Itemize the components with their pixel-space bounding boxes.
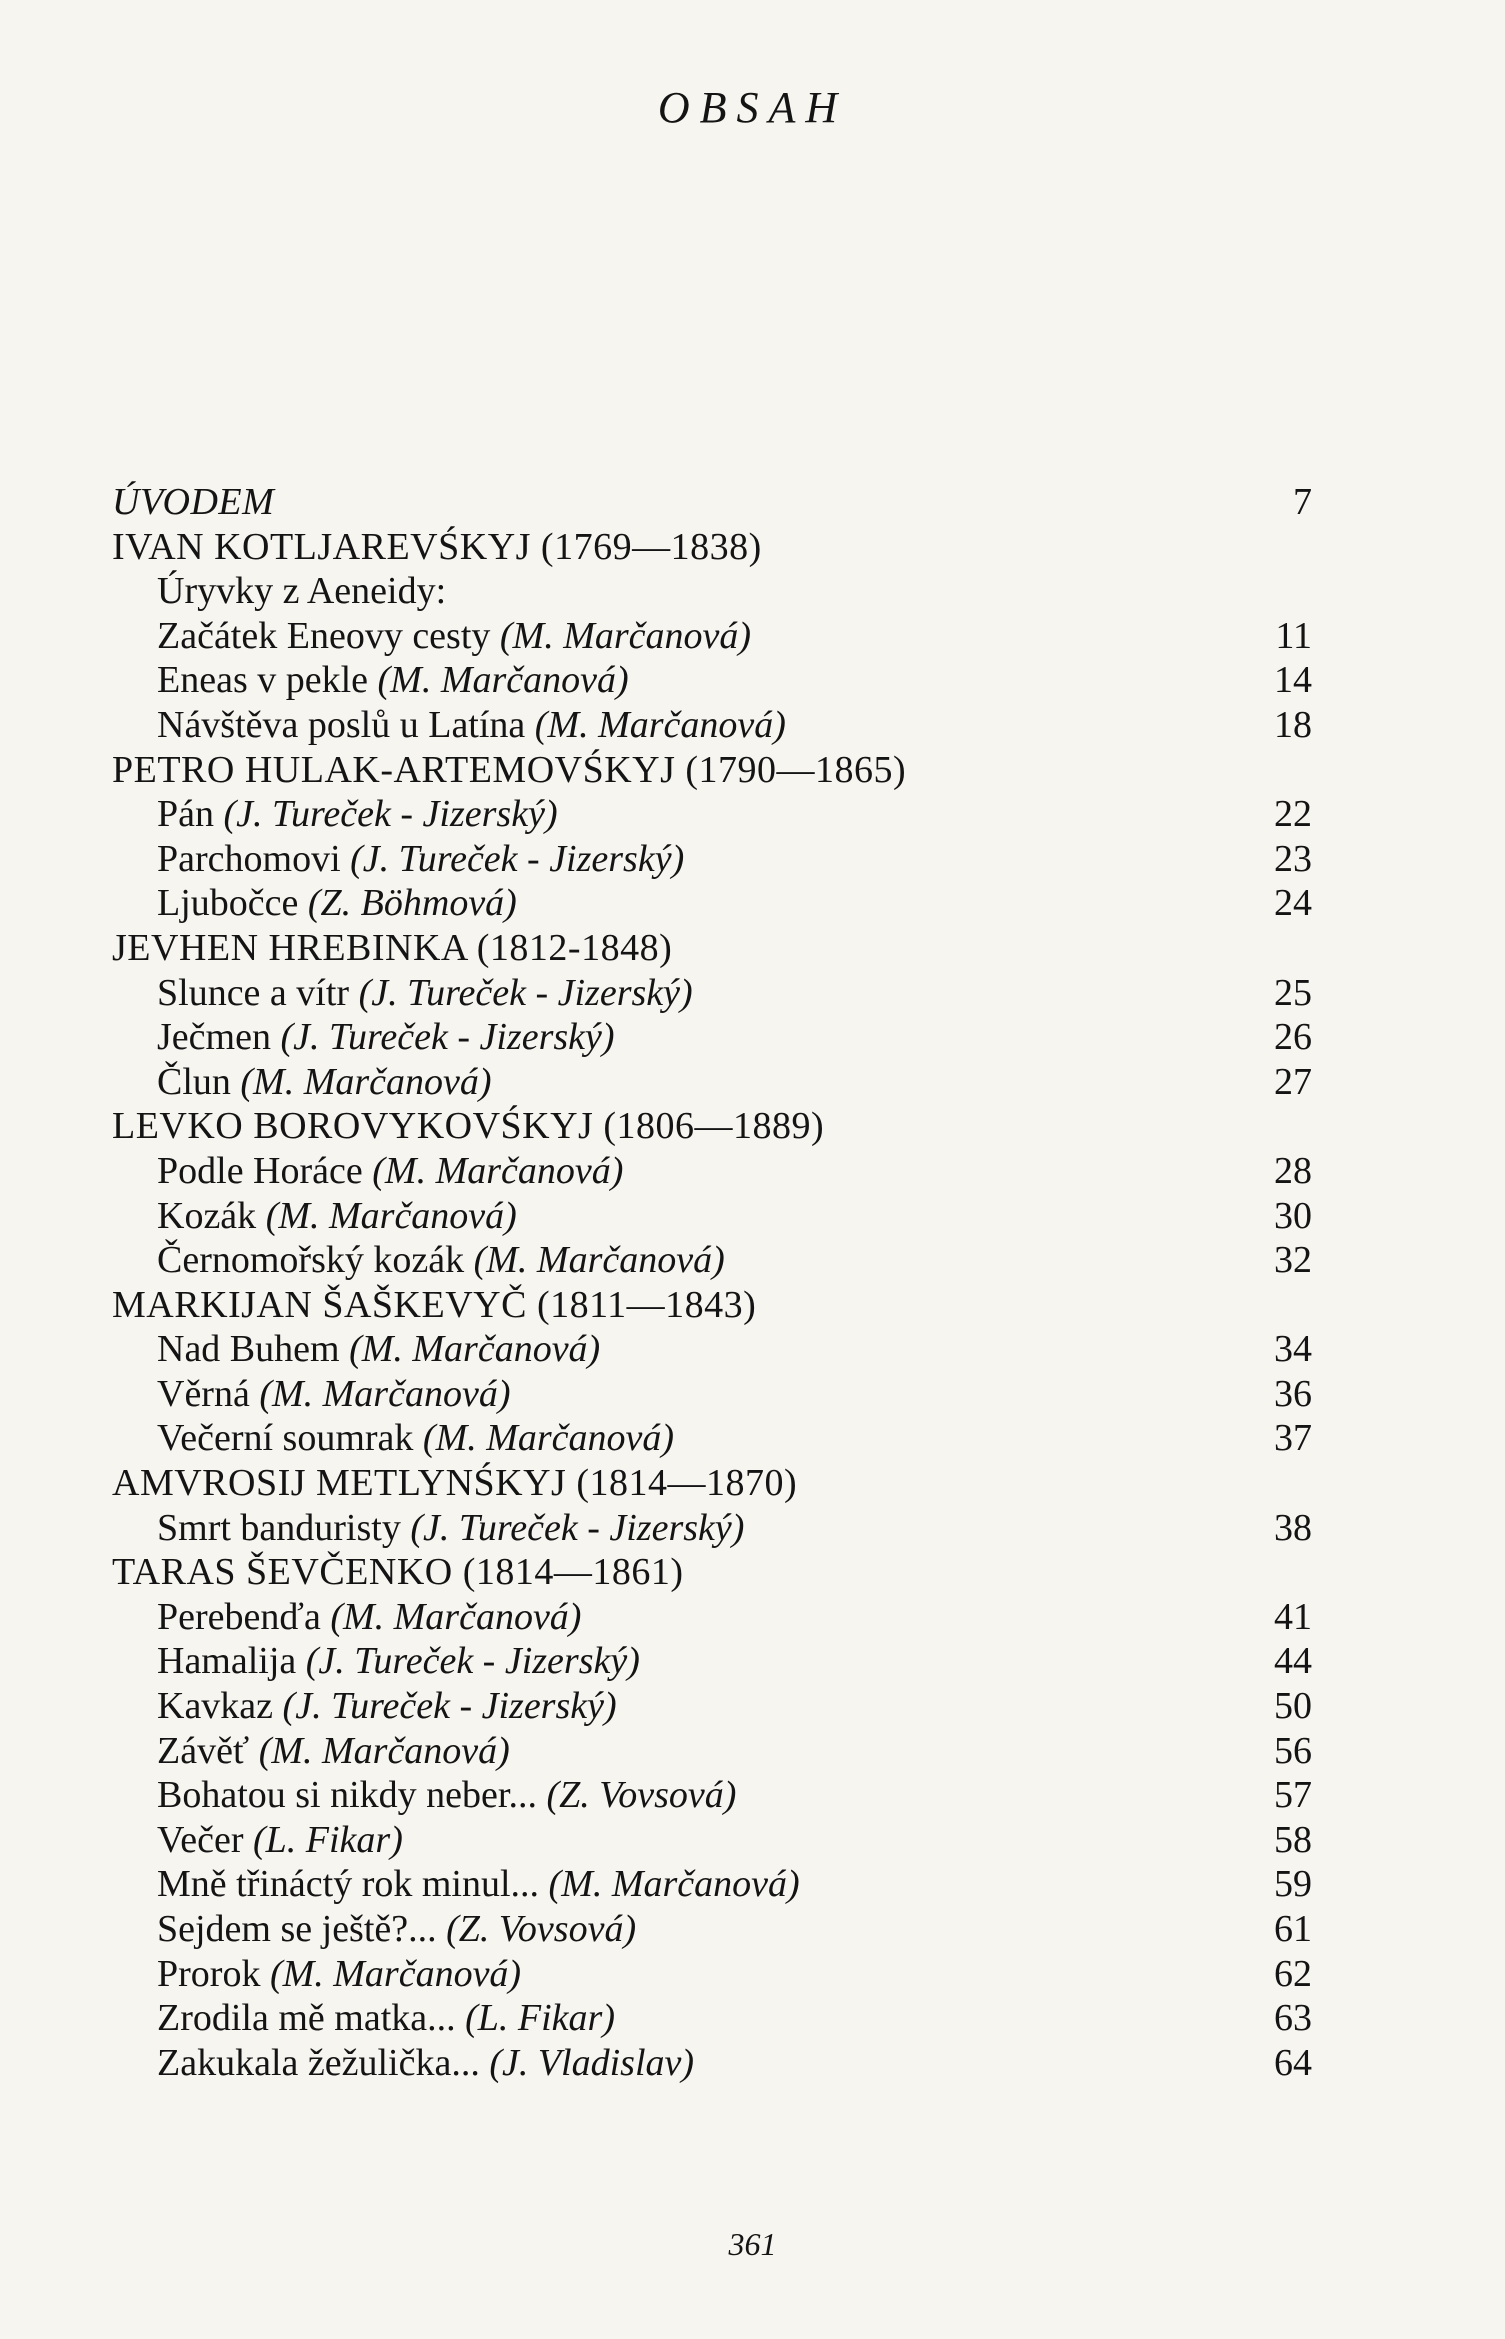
- toc-entry: [112, 1194, 1312, 1239]
- entry-title: Člun: [157, 1060, 231, 1103]
- entry-translator: (Z. Böhmová): [307, 882, 517, 925]
- toc-entry: [112, 1238, 1312, 1283]
- toc-entry: [112, 881, 1312, 926]
- entry-page-number: 28: [1274, 1149, 1312, 1192]
- entry-translator: (M. Marčanová): [548, 1863, 800, 1906]
- entry-translator: (M. Marčanová): [330, 1595, 582, 1638]
- author-heading-text: ÚVODEM: [112, 481, 275, 523]
- toc-entry: [112, 971, 1312, 1016]
- entry-translator: (M. Marčanová): [422, 1417, 675, 1460]
- toc-entry: [112, 1060, 1312, 1105]
- entry-translator: (J. Tureček - Jizerský): [282, 1685, 617, 1728]
- entry-page-number: 26: [1274, 1016, 1312, 1059]
- entry-page-number: 38: [1274, 1506, 1312, 1549]
- toc-entry: [112, 1595, 1312, 1640]
- toc-author-heading: [112, 480, 1312, 525]
- author-heading-text: IVAN KOTLJAREVŚKYJ (1769—1838): [112, 525, 762, 568]
- entry-translator: (M. Marčanová): [240, 1060, 492, 1103]
- entry-page-number: 41: [1274, 1595, 1312, 1638]
- entry-page-number: 62: [1274, 1952, 1312, 1995]
- toc-entry: [112, 1639, 1312, 1684]
- entry-title: Návštěva poslů u Latína: [157, 703, 526, 746]
- entry-translator: (M. Marčanová): [372, 1149, 624, 1192]
- author-heading-text: PETRO HULAK-ARTEMOVŚKYJ (1790—1865): [112, 748, 907, 791]
- entry-title: Sejdem se ještě?...: [157, 1908, 437, 1950]
- entry-page-number: 22: [1274, 793, 1312, 836]
- entry-title: Večer: [157, 1818, 244, 1861]
- entry-translator: (M. Marčanová): [265, 1194, 517, 1237]
- entry-title: Pán: [157, 793, 214, 836]
- toc-entry: [112, 837, 1312, 882]
- entry-page-number: 44: [1274, 1640, 1312, 1683]
- entry-translator: (M. Marčanová): [534, 703, 786, 746]
- entry-title: Mně třináctý rok minul...: [157, 1863, 540, 1906]
- toc-entry: [112, 1149, 1312, 1194]
- author-heading-text: AMVROSIJ METLYNŚKYJ (1814—1870): [112, 1462, 798, 1505]
- toc-author-heading: [112, 926, 1312, 971]
- entry-title: Závěť: [157, 1729, 250, 1772]
- entry-page-number: 7: [1293, 481, 1312, 523]
- entry-translator: (L. Fikar): [252, 1818, 403, 1861]
- entry-title: Kozák: [157, 1194, 257, 1237]
- entry-translator: (M. Marčanová): [377, 659, 629, 702]
- page-number-footer: 361: [728, 2226, 777, 2262]
- entry-page-number: 36: [1274, 1372, 1312, 1415]
- toc-entry: [112, 703, 1312, 748]
- entry-title: Věrná: [157, 1372, 250, 1415]
- entry-page-number: 63: [1274, 1997, 1312, 2040]
- toc-entry: [112, 1818, 1312, 1863]
- entry-page-number: 58: [1274, 1818, 1312, 1861]
- toc-entry: [112, 658, 1312, 703]
- toc-author-heading: [112, 525, 1312, 570]
- entry-page-number: 25: [1274, 971, 1312, 1014]
- entry-title: Prorok: [157, 1952, 261, 1995]
- entry-page-number: 30: [1274, 1194, 1312, 1237]
- entry-title: Bohatou si nikdy neber...: [157, 1774, 537, 1817]
- table-of-contents: [112, 480, 1312, 2085]
- toc-entry: [112, 1372, 1312, 1417]
- entry-title: Zrodila mě matka...: [157, 1997, 456, 2040]
- entry-page-number: 14: [1274, 659, 1312, 702]
- toc-entry: [112, 1862, 1312, 1907]
- entry-page-number: 18: [1274, 703, 1312, 746]
- toc-entry: [112, 1907, 1312, 1952]
- toc-entry: [112, 1684, 1312, 1729]
- entry-title: Černomořský kozák: [157, 1239, 465, 1282]
- entry-title: Smrt banduristy: [157, 1506, 401, 1549]
- entry-title: Parchomovi: [157, 837, 341, 880]
- toc-entry: [112, 1416, 1312, 1461]
- entry-title: Hamalija: [157, 1640, 297, 1683]
- entry-translator: (Z. Vovsová): [446, 1908, 637, 1950]
- entry-page-number: 50: [1274, 1685, 1312, 1728]
- entry-title: Kavkaz: [157, 1685, 274, 1728]
- author-heading-text: LEVKO BOROVYKOVŚKYJ (1806—1889): [112, 1105, 825, 1148]
- entry-title: Začátek Eneovy cesty: [157, 614, 491, 657]
- entry-page-number: 57: [1274, 1774, 1312, 1817]
- entry-title: Úryvky z Aeneidy:: [157, 570, 447, 613]
- entry-translator: (M. Marčanová): [269, 1952, 522, 1995]
- author-heading-text: TARAS ŠEVČENKO (1814—1861): [112, 1551, 684, 1594]
- entry-translator: (J. Tureček - Jizerský): [223, 793, 558, 836]
- toc-author-heading: [112, 1461, 1312, 1506]
- toc-entry: [112, 1952, 1312, 1997]
- toc-entry: [112, 614, 1312, 659]
- entry-title: Eneas v pekle: [157, 659, 369, 702]
- entry-title: Nad Buhem: [157, 1328, 340, 1371]
- entry-page-number: 34: [1274, 1328, 1312, 1371]
- entry-translator: (J. Tureček - Jizerský): [350, 837, 685, 880]
- entry-translator: (M. Marčanová): [349, 1328, 601, 1371]
- entry-translator: (J. Tureček - Jizerský): [280, 1016, 615, 1059]
- entry-translator: (M. Marčanová): [259, 1372, 511, 1415]
- toc-entry: [112, 1996, 1312, 2041]
- entry-page-number: 59: [1274, 1863, 1312, 1906]
- toc-author-heading: [112, 748, 1312, 793]
- toc-group-label: [112, 569, 1312, 614]
- entry-page-number: 61: [1274, 1908, 1312, 1950]
- author-heading-text: JEVHEN HREBINKA (1812-1848): [112, 926, 673, 969]
- entry-page-number: 24: [1274, 882, 1312, 925]
- entry-translator: (J. Tureček - Jizerský): [358, 971, 693, 1014]
- entry-title: Perebenďa: [157, 1595, 321, 1638]
- entry-translator: (Z. Vovsová): [546, 1774, 737, 1817]
- entry-page-number: 32: [1274, 1239, 1312, 1282]
- entry-translator: (J. Tureček - Jizerský): [305, 1640, 640, 1683]
- entry-page-number: 27: [1274, 1060, 1312, 1103]
- toc-author-heading: [112, 1550, 1312, 1595]
- entry-translator: (J. Tureček - Jizerský): [410, 1506, 745, 1549]
- entry-page-number: 64: [1274, 2041, 1312, 2084]
- toc-entry: [112, 1729, 1312, 1774]
- toc-entry: [112, 1327, 1312, 1372]
- author-heading-text: MARKIJAN ŠAŠKEVYČ (1811—1843): [112, 1283, 757, 1326]
- entry-title: Podle Horáce: [157, 1149, 363, 1192]
- page-title: OBSAH: [657, 83, 848, 132]
- entry-title: Ječmen: [157, 1016, 271, 1059]
- entry-translator: (L. Fikar): [465, 1997, 615, 2040]
- toc-entry: [112, 792, 1312, 837]
- toc-entry: [112, 1015, 1312, 1060]
- entry-translator: (M. Marčanová): [499, 614, 752, 657]
- entry-title: Zakukala žežulička...: [157, 2041, 480, 2084]
- toc-author-heading: [112, 1283, 1312, 1328]
- entry-page-number: 56: [1274, 1729, 1312, 1772]
- toc-entry: [112, 2041, 1312, 2086]
- entry-page-number: 37: [1274, 1417, 1312, 1460]
- toc-entry: [112, 1773, 1312, 1818]
- entry-page-number: 11: [1275, 614, 1312, 657]
- entry-title: Ljubočce: [157, 882, 299, 925]
- entry-title: Slunce a vítr: [157, 971, 350, 1014]
- entry-page-number: 23: [1274, 837, 1312, 880]
- toc-entry: [112, 1506, 1312, 1551]
- entry-translator: (J. Vladislav): [489, 2041, 695, 2084]
- entry-title: Večerní soumrak: [157, 1417, 414, 1460]
- entry-translator: (M. Marčanová): [473, 1239, 725, 1282]
- toc-author-heading: [112, 1104, 1312, 1149]
- entry-translator: (M. Marčanová): [258, 1729, 510, 1772]
